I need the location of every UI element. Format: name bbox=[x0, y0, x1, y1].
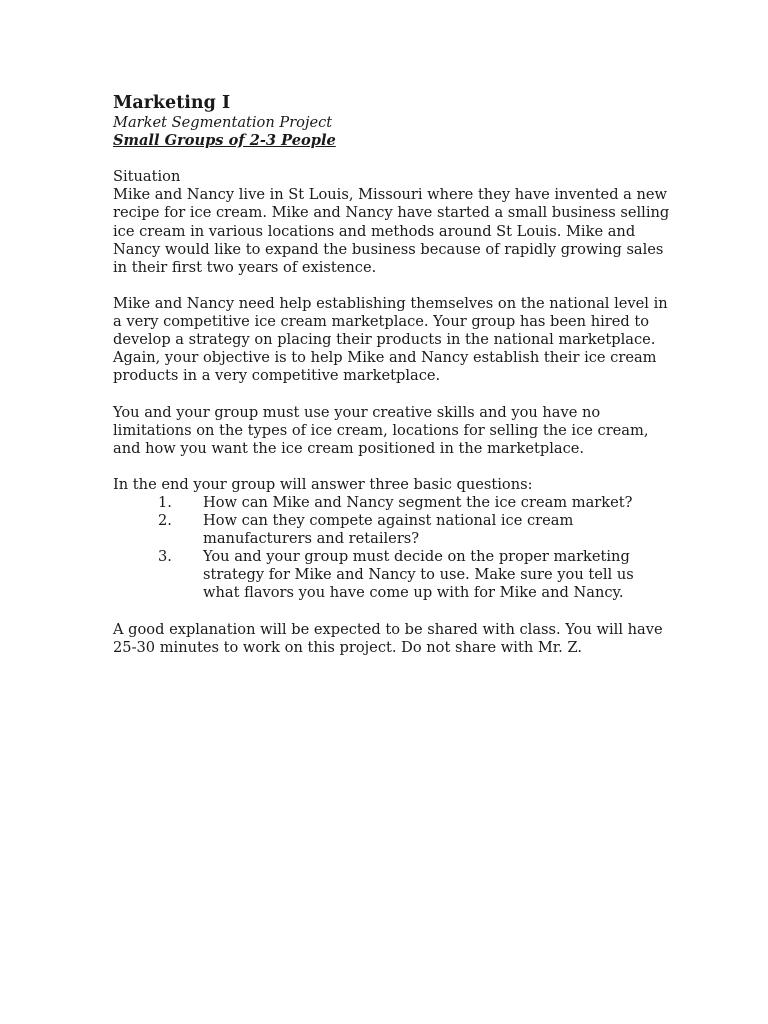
question-item bbox=[113, 494, 673, 512]
closing-paragraph: A good explanation will be expected to be shared with class. You will have 25-30 minutes to work on this project. Do not share with Mr. Z. bbox=[113, 620, 663, 656]
situation-paragraph-3: You and your group must use your creative skills and you have no limitations on the types of ice cream, locations for selling the ice cream, and how you want the ice cream positioned in the marketplace. bbox=[113, 403, 649, 457]
question-item bbox=[113, 548, 673, 602]
document-title: Marketing I bbox=[113, 93, 231, 113]
question-number: 1. bbox=[158, 493, 172, 511]
questions-intro: In the end your group will answer three basic questions: bbox=[113, 475, 533, 493]
spacer bbox=[113, 277, 673, 295]
spacer bbox=[113, 603, 673, 621]
group-size-heading: Small Groups of 2-3 People bbox=[113, 132, 336, 150]
project-subtitle: Market Segmentation Project bbox=[113, 114, 333, 131]
question-text: How can they compete against national ice cream manufacturers and retailers? bbox=[203, 512, 574, 548]
situation-heading: Situation bbox=[113, 168, 181, 186]
question-text: You and your group must decide on the proper marketing strategy for Mike and Nancy to use. Make sure you tell us what flavors you have come up with for Mike and Nancy. bbox=[203, 548, 634, 602]
question-text: How can Mike and Nancy segment the ice cream market? bbox=[203, 493, 633, 511]
spacer bbox=[113, 150, 673, 168]
spacer bbox=[113, 458, 673, 476]
situation-paragraph-1: Mike and Nancy live in St Louis, Missouri where they have invented a new recipe for ice cream. Mike and Nancy have started a small business selling ice cream in various locations and methods around St Louis. Mike and Nancy would like to expand the business because of rapidly growing sales in their first two years of existence. bbox=[113, 186, 670, 276]
spacer bbox=[113, 385, 673, 403]
situation-paragraph-2: Mike and Nancy need help establishing themselves on the national level in a very competitive ice cream marketplace. Your group has been hired to develop a strategy on placing their products in the national marketplace. Again, your objective is to help Mike and Nancy establish their ice cream products in a very competitive marketplace. bbox=[113, 294, 668, 385]
questions-list bbox=[113, 494, 673, 603]
question-number: 2. bbox=[158, 512, 172, 530]
question-number: 3. bbox=[158, 548, 172, 566]
document-page bbox=[113, 92, 673, 657]
question-item bbox=[113, 512, 673, 548]
